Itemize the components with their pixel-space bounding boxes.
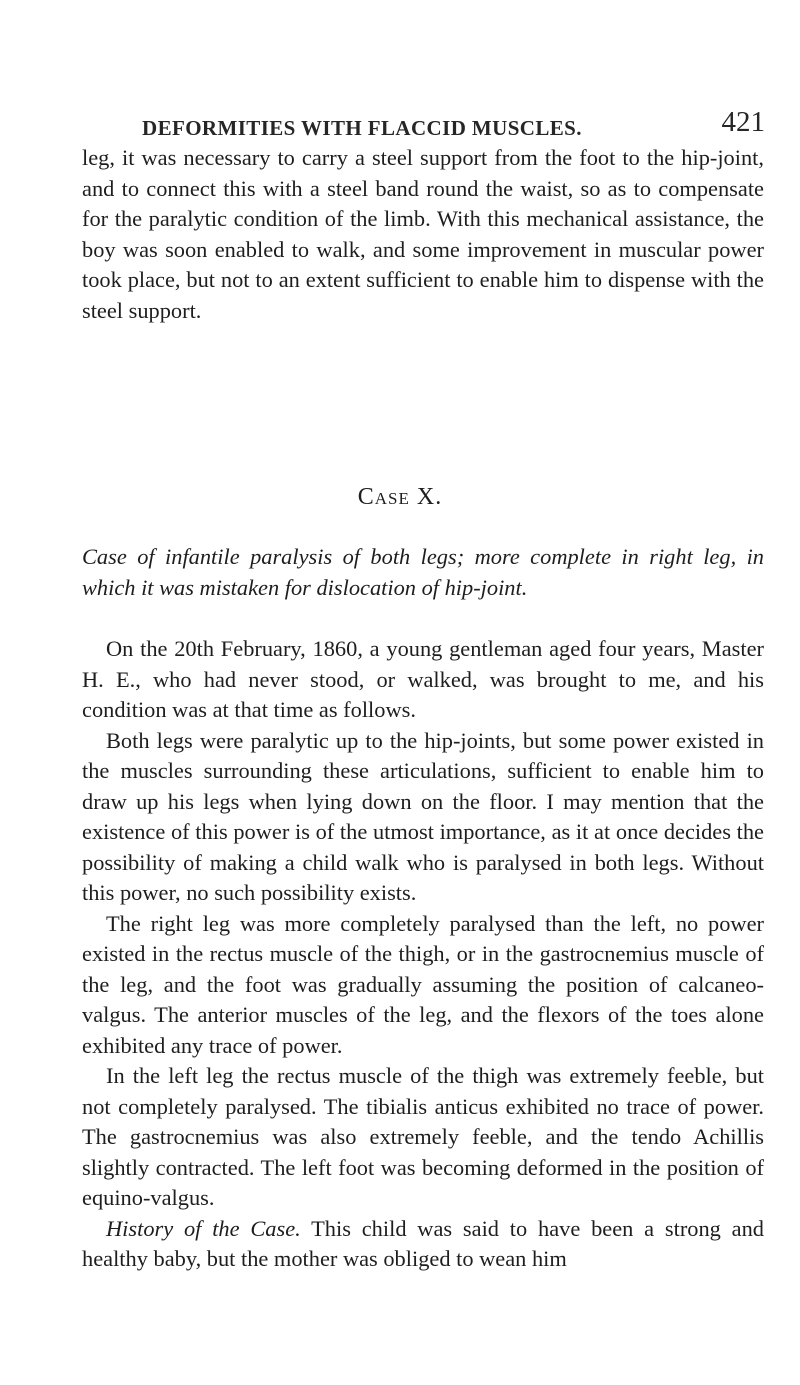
paragraph-history bbox=[82, 1214, 764, 1275]
continuation-paragraph bbox=[82, 143, 764, 326]
running-head bbox=[142, 106, 782, 144]
paragraph-right-leg: The right leg was more completely paralysed than the left, no power existed in the rectus muscle of the thigh, or in the gastrocnemius muscle of the leg, and the foot was gradually assuming the position of calcaneo-valgus. The anterior muscles of the leg, and the flexors of the toes alone exhibited any trace of power. bbox=[82, 910, 764, 1058]
case-title: Case of infantile paralysis of both legs; more complete in right leg, in which it was mistaken for dislocation of hip-joint. bbox=[82, 544, 764, 600]
paragraph-left-leg: In the left leg the rectus muscle of the thigh was extremely feeble, but not completely paralysed. The tibialis anticus exhibited no trace of power. The gastrocnemius was also extremely feeble, and the tendo Achillis slightly contracted. The left foot was becoming deformed in the position of equino-valgus. bbox=[82, 1063, 764, 1210]
continuation-text: leg, it was necessary to carry a steel support from the foot to the hip-joint, and to connect this with a steel band round the waist, so as to compensate for the paralytic condition of the limb. With this mechanical assistance, the boy was soon enabled to walk, and some improvement in muscular power took place, but not to an extent sufficient to enable him to dispense with the steel support. bbox=[82, 145, 764, 323]
history-text: This child was said to have been a strong and healthy baby, but the mother was obliged to wean him bbox=[82, 1215, 764, 1271]
running-title: DEFORMITIES WITH FLACCID MUSCLES. bbox=[142, 116, 582, 140]
history-lead: History of the Case. bbox=[106, 1215, 301, 1241]
case-heading: Case X. bbox=[357, 484, 443, 510]
paragraph-intro: On the 20th February, 1860, a young gentleman aged four years, Master H. E., who had never stood, or walked, was brought to me, and his condition was at that time as follows. bbox=[82, 636, 764, 722]
paragraph-both-legs: Both legs were paralytic up to the hip-joints, but some power existed in the muscles surrounding these articulations, sufficient to enable him to draw up his legs when lying down on the floor. I may mention that the existence of this power is of the utmost importance, as it at once decides the possibility of making a child walk who is paralysed in both legs. Without this power, no such possibility exists. bbox=[82, 727, 764, 905]
case-body bbox=[82, 634, 764, 1275]
page-number: 421 bbox=[721, 106, 765, 138]
